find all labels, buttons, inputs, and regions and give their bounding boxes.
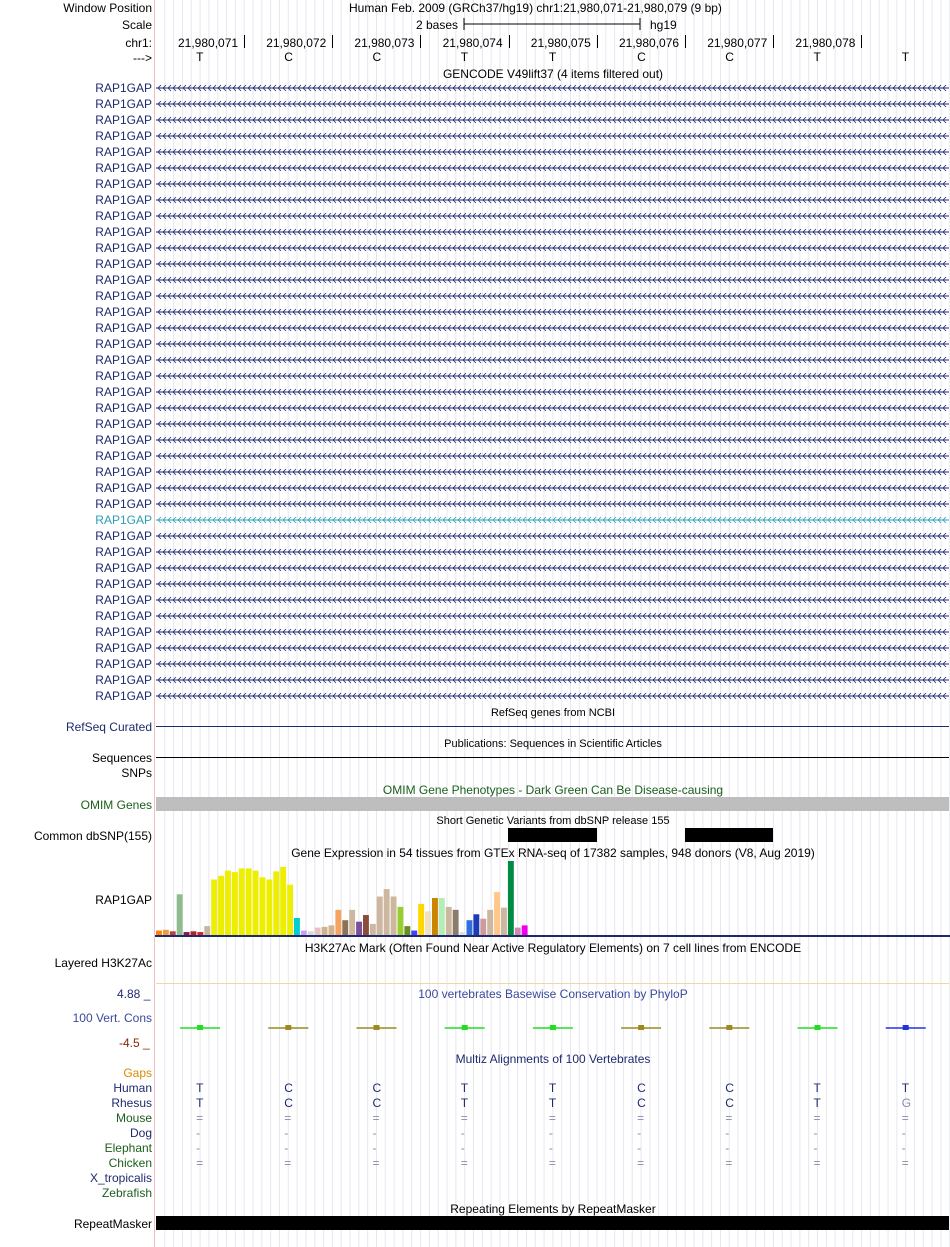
- multiz-base: -: [637, 1141, 642, 1155]
- gencode-transcript-label[interactable]: RAP1GAP: [95, 273, 152, 287]
- multiz-species-label[interactable]: Dog: [129, 1126, 152, 1140]
- gtex-tissue-bar[interactable]: [404, 926, 410, 935]
- multiz-base: -: [284, 1141, 289, 1155]
- gtex-tissue-bar[interactable]: [515, 928, 521, 935]
- chrom-label: chr1:: [125, 36, 152, 50]
- multiz-base: =: [196, 1156, 204, 1170]
- gencode-transcript-label[interactable]: RAP1GAP: [95, 337, 152, 351]
- multiz-species-label[interactable]: Elephant: [104, 1141, 152, 1155]
- sequences-line[interactable]: [156, 757, 949, 758]
- scale-bases: 2 bases: [416, 18, 459, 32]
- multiz-base: T: [813, 1081, 821, 1095]
- base-letter: T: [460, 50, 469, 64]
- gtex-tissue-bar[interactable]: [335, 910, 341, 935]
- multiz-base: T: [548, 1096, 557, 1110]
- gencode-transcript-line[interactable]: [156, 419, 949, 429]
- multiz-base: T: [813, 1096, 821, 1110]
- gtex-tissue-bar[interactable]: [246, 868, 252, 935]
- gtex-tissue-bar[interactable]: [177, 894, 183, 935]
- position-tick: [685, 35, 686, 48]
- gencode-transcript-label[interactable]: RAP1GAP: [95, 609, 152, 623]
- gencode-transcript-line[interactable]: [156, 483, 949, 493]
- gtex-tissue-bar[interactable]: [329, 925, 335, 935]
- gencode-transcript-label[interactable]: RAP1GAP: [95, 289, 152, 303]
- gencode-transcript-label[interactable]: RAP1GAP: [95, 625, 152, 639]
- gtex-tissue-bar[interactable]: [522, 925, 528, 935]
- gencode-transcript-line[interactable]: [156, 403, 949, 413]
- gtex-tissue-bar[interactable]: [418, 904, 424, 935]
- position-tick: [861, 35, 862, 48]
- gencode-transcript-label[interactable]: RAP1GAP: [95, 241, 152, 255]
- dbsnp-track-title: Short Genetic Variants from dbSNP release 155: [436, 815, 670, 827]
- gencode-transcript-label[interactable]: RAP1GAP: [95, 561, 152, 575]
- phylop-signal[interactable]: [156, 1018, 950, 1038]
- gencode-transcript-line[interactable]: [156, 515, 949, 525]
- gencode-transcript-label[interactable]: RAP1GAP: [95, 577, 152, 591]
- gtex-tissue-bar[interactable]: [446, 907, 452, 935]
- base-letter: C: [725, 50, 734, 64]
- gtex-tissue-bar[interactable]: [266, 880, 272, 936]
- multiz-base: C: [637, 1081, 646, 1095]
- gencode-transcript-label[interactable]: RAP1GAP: [95, 369, 152, 383]
- gencode-transcript-label[interactable]: RAP1GAP: [95, 97, 152, 111]
- gtex-tissue-bar[interactable]: [494, 892, 500, 935]
- gtex-tissue-bar[interactable]: [163, 930, 169, 935]
- gencode-transcript-label[interactable]: RAP1GAP: [95, 385, 152, 399]
- gtex-tissue-bar[interactable]: [225, 871, 231, 935]
- gencode-transcript-line[interactable]: [156, 611, 949, 621]
- gtex-tissue-bar[interactable]: [467, 920, 473, 935]
- position-tick: [244, 35, 245, 48]
- multiz-base: -: [196, 1141, 201, 1155]
- gencode-transcript-label[interactable]: RAP1GAP: [95, 433, 152, 447]
- repeatmasker-bar[interactable]: [156, 1216, 949, 1230]
- multiz-species-label[interactable]: Zebrafish: [101, 1186, 152, 1200]
- refseq-gene-line[interactable]: [156, 726, 949, 727]
- snps-track-label[interactable]: SNPs: [121, 766, 152, 780]
- multiz-base: C: [725, 1081, 734, 1095]
- gencode-transcript-line[interactable]: [156, 195, 949, 205]
- position-label: 21,980,075: [530, 36, 591, 50]
- phylop-score-point[interactable]: [462, 1025, 468, 1030]
- gencode-transcript-label[interactable]: RAP1GAP: [95, 673, 152, 687]
- gtex-tissue-bar[interactable]: [191, 931, 197, 935]
- gtex-tissue-bar[interactable]: [315, 928, 321, 935]
- dbsnp-track-label[interactable]: Common dbSNP(155): [33, 829, 152, 843]
- multiz-base: T: [548, 1081, 557, 1095]
- gencode-transcript-label[interactable]: RAP1GAP: [95, 321, 152, 335]
- base-letter: C: [637, 50, 646, 64]
- gencode-transcript-label[interactable]: RAP1GAP: [95, 641, 152, 655]
- multiz-base: -: [460, 1141, 465, 1155]
- gtex-tissue-bar[interactable]: [253, 871, 259, 935]
- gencode-transcript-line[interactable]: [156, 563, 949, 573]
- multiz-base: =: [548, 1111, 556, 1125]
- gtex-tissue-bar[interactable]: [218, 876, 224, 935]
- multiz-base: =: [548, 1156, 556, 1170]
- snp-item[interactable]: [508, 828, 597, 842]
- gencode-transcript-label[interactable]: RAP1GAP: [95, 593, 152, 607]
- gaps-label[interactable]: Gaps: [123, 1066, 152, 1080]
- multiz-base: =: [196, 1111, 204, 1125]
- phylop-track-title: 100 vertebrates Basewise Conservation by PhyloP: [418, 987, 688, 1001]
- gtex-tissue-bar[interactable]: [232, 872, 238, 935]
- multiz-base: -: [901, 1126, 906, 1140]
- multiz-base: -: [548, 1141, 553, 1155]
- gencode-transcript-line[interactable]: [156, 163, 949, 173]
- base-letter: T: [196, 50, 204, 64]
- gtex-tissue-bar[interactable]: [308, 931, 314, 935]
- position-tick: [597, 35, 598, 48]
- gencode-transcript-line[interactable]: [156, 323, 949, 333]
- gencode-transcript-label[interactable]: RAP1GAP: [95, 497, 152, 511]
- multiz-base: C: [284, 1081, 293, 1095]
- gencode-transcript-line[interactable]: [156, 371, 949, 381]
- gtex-tissue-bar[interactable]: [432, 898, 438, 935]
- omim-track-label[interactable]: OMIM Genes: [80, 798, 152, 812]
- gencode-transcript-label[interactable]: RAP1GAP: [95, 481, 152, 495]
- gencode-transcript-label[interactable]: RAP1GAP: [95, 129, 152, 143]
- gtex-tissue-bar[interactable]: [301, 931, 307, 935]
- gencode-transcript-line[interactable]: [156, 211, 949, 221]
- multiz-base: T: [196, 1081, 204, 1095]
- gencode-transcript-line[interactable]: [156, 99, 949, 109]
- multiz-species-label[interactable]: Human: [113, 1081, 152, 1095]
- multiz-base: =: [460, 1111, 468, 1125]
- multiz-base: T: [460, 1096, 469, 1110]
- gencode-transcript-line[interactable]: [156, 83, 949, 93]
- gtex-tissue-bar[interactable]: [480, 919, 486, 935]
- phylop-max: 4.88 _: [117, 987, 151, 1001]
- gencode-transcript-label[interactable]: RAP1GAP: [95, 161, 152, 175]
- multiz-base: C: [725, 1096, 734, 1110]
- gtex-tissue-bar[interactable]: [453, 910, 459, 935]
- gencode-transcript-label[interactable]: RAP1GAP: [95, 657, 152, 671]
- gencode-transcript-label[interactable]: RAP1GAP: [95, 257, 152, 271]
- multiz-base: T: [460, 1081, 469, 1095]
- multiz-base: T: [196, 1096, 204, 1110]
- multiz-species-label[interactable]: Rhesus: [111, 1096, 152, 1110]
- gtex-tissue-bar[interactable]: [370, 924, 376, 935]
- gencode-transcript-line[interactable]: [156, 387, 949, 397]
- base-letter: C: [372, 50, 382, 64]
- multiz-base: -: [813, 1141, 818, 1155]
- gencode-transcript-label[interactable]: RAP1GAP: [95, 513, 152, 527]
- gencode-transcript-label[interactable]: RAP1GAP: [95, 193, 152, 207]
- gtex-tissue-bar[interactable]: [287, 885, 293, 935]
- multiz-species-label[interactable]: Mouse: [115, 1111, 152, 1125]
- gtex-tissue-bar[interactable]: [425, 911, 431, 935]
- base-letter: T: [901, 50, 910, 64]
- gencode-transcript-label[interactable]: RAP1GAP: [95, 465, 152, 479]
- multiz-base: -: [813, 1126, 818, 1140]
- multiz-base: -: [372, 1141, 377, 1155]
- gencode-transcript-line[interactable]: [156, 435, 949, 445]
- refseq-track-label[interactable]: RefSeq Curated: [65, 720, 152, 734]
- gencode-transcript-line[interactable]: [156, 179, 949, 189]
- gencode-transcript-line[interactable]: [156, 675, 949, 685]
- gencode-transcript-label[interactable]: RAP1GAP: [95, 305, 152, 319]
- gtex-tissue-bar[interactable]: [349, 910, 355, 935]
- h3k27ac-track-label[interactable]: Layered H3K27Ac: [54, 956, 152, 970]
- multiz-base: =: [901, 1111, 909, 1125]
- gencode-transcript-label[interactable]: RAP1GAP: [95, 113, 152, 127]
- gtex-tissue-bar[interactable]: [156, 931, 162, 935]
- gencode-transcript-line[interactable]: [156, 595, 949, 605]
- phylop-score-point[interactable]: [550, 1025, 556, 1030]
- gtex-tissue-bar[interactable]: [384, 889, 390, 935]
- gencode-transcript-line[interactable]: [156, 627, 949, 637]
- position-tick: [509, 35, 510, 48]
- gtex-tissue-bar[interactable]: [473, 914, 479, 935]
- multiz-base: C: [372, 1096, 382, 1110]
- gencode-transcript-line[interactable]: [156, 243, 949, 253]
- gencode-transcript-line[interactable]: [156, 291, 949, 301]
- gtex-tissue-bar[interactable]: [280, 867, 286, 935]
- multiz-base: -: [460, 1126, 465, 1140]
- multiz-species-label[interactable]: Chicken: [108, 1156, 152, 1170]
- gtex-tissue-bar[interactable]: [273, 871, 279, 935]
- gencode-transcript-label[interactable]: RAP1GAP: [95, 449, 152, 463]
- multiz-base: C: [637, 1096, 646, 1110]
- gencode-transcript-line[interactable]: [156, 531, 949, 541]
- gencode-transcript-line[interactable]: [156, 579, 949, 589]
- repeatmasker-track-label[interactable]: RepeatMasker: [73, 1217, 152, 1231]
- multiz-base: C: [372, 1081, 382, 1095]
- multiz-base: =: [901, 1156, 909, 1170]
- gtex-bar-chart[interactable]: [155, 860, 950, 938]
- gencode-transcript-line[interactable]: [156, 227, 949, 237]
- multiz-track-title: Multiz Alignments of 100 Vertebrates: [455, 1052, 651, 1066]
- position-label: 21,980,071: [178, 36, 239, 50]
- multiz-base: =: [460, 1156, 468, 1170]
- gencode-transcript-line[interactable]: [156, 147, 949, 157]
- multiz-base: =: [813, 1111, 821, 1125]
- multiz-base: =: [637, 1111, 645, 1125]
- gencode-transcript-label[interactable]: RAP1GAP: [95, 529, 152, 543]
- gtex-tissue-bar[interactable]: [197, 932, 203, 935]
- sequences-track-label[interactable]: Sequences: [91, 751, 152, 765]
- scale-label: Scale: [121, 18, 152, 32]
- gtex-tissue-bar[interactable]: [342, 920, 348, 935]
- gtex-tissue-bar[interactable]: [377, 897, 383, 935]
- gencode-transcript-line[interactable]: [156, 467, 949, 477]
- base-letter: T: [813, 50, 821, 64]
- multiz-base: G: [901, 1096, 912, 1110]
- position-label: 21,980,074: [442, 36, 503, 50]
- gtex-tissue-bar[interactable]: [260, 877, 266, 935]
- gencode-transcript-label[interactable]: RAP1GAP: [95, 689, 152, 703]
- multiz-base: =: [372, 1111, 380, 1125]
- gtex-tissue-bar[interactable]: [322, 927, 328, 935]
- base-letter: T: [548, 50, 557, 64]
- gencode-transcript-line[interactable]: [156, 131, 949, 141]
- phylop-score-point[interactable]: [638, 1025, 644, 1030]
- gtex-tissue-bar[interactable]: [398, 907, 404, 935]
- h3k27ac-baseline: [156, 983, 949, 984]
- position-tick: [773, 35, 774, 48]
- gtex-track-title: Gene Expression in 54 tissues from GTEx RNA-seq of 17382 samples, 948 donors (V8, Aug 2019): [291, 846, 815, 860]
- gtex-tissue-bar[interactable]: [204, 926, 210, 935]
- multiz-base: -: [372, 1126, 377, 1140]
- multiz-base: T: [901, 1081, 910, 1095]
- multiz-base: -: [901, 1141, 906, 1155]
- repeatmasker-track-title: Repeating Elements by RepeatMasker: [450, 1202, 656, 1216]
- gencode-transcript-label[interactable]: RAP1GAP: [95, 353, 152, 367]
- base-letter: C: [284, 50, 293, 64]
- multiz-base: C: [284, 1096, 293, 1110]
- gencode-transcript-line[interactable]: [156, 499, 949, 509]
- position-label: 21,980,072: [266, 36, 327, 50]
- position-tick: [420, 35, 421, 48]
- gtex-tissue-bar[interactable]: [439, 898, 445, 935]
- gencode-transcript-label[interactable]: RAP1GAP: [95, 81, 152, 95]
- gtex-tissue-bar[interactable]: [487, 910, 493, 935]
- gencode-transcript-line[interactable]: [156, 275, 949, 285]
- multiz-base: -: [284, 1126, 289, 1140]
- multiz-base: =: [813, 1156, 821, 1170]
- gencode-transcript-label[interactable]: RAP1GAP: [95, 545, 152, 559]
- gencode-transcript-label[interactable]: RAP1GAP: [95, 145, 152, 159]
- gtex-tissue-bar[interactable]: [211, 880, 217, 936]
- window-position-value: Human Feb. 2009 (GRCh37/hg19) chr1:21,980,071-21,980,079 (9 bp): [349, 1, 722, 15]
- position-label: 21,980,078: [795, 36, 856, 50]
- position-label: 21,980,073: [354, 36, 415, 50]
- gtex-tissue-bar[interactable]: [356, 922, 362, 935]
- gencode-transcript-line[interactable]: [156, 307, 949, 317]
- phylop-track-label[interactable]: 100 Vert. Cons: [72, 1011, 152, 1025]
- gencode-transcript-label[interactable]: RAP1GAP: [95, 177, 152, 191]
- gtex-tissue-bar[interactable]: [508, 861, 514, 935]
- gencode-transcript-line[interactable]: [156, 339, 949, 349]
- gencode-transcript-line[interactable]: [156, 259, 949, 269]
- window-position-label: Window Position: [63, 1, 152, 15]
- multiz-base: =: [725, 1156, 733, 1170]
- gtex-tissue-bar[interactable]: [363, 915, 369, 935]
- refseq-track-title: RefSeq genes from NCBI: [490, 707, 616, 719]
- scale-bar: [463, 17, 643, 31]
- gtex-tissue-bar[interactable]: [501, 908, 507, 935]
- position-label: 21,980,077: [707, 36, 768, 50]
- phylop-score-point[interactable]: [374, 1025, 380, 1030]
- multiz-base: =: [284, 1111, 292, 1125]
- publications-track-title: Publications: Sequences in Scientific Articles: [444, 738, 662, 750]
- gencode-track-title: GENCODE V49lift37 (4 items filtered out): [442, 67, 664, 81]
- strand-label: --->: [133, 51, 152, 65]
- gtex-tissue-bar[interactable]: [391, 897, 397, 935]
- multiz-base: -: [725, 1126, 730, 1140]
- gtex-tissue-bar[interactable]: [184, 932, 190, 935]
- gencode-transcript-line[interactable]: [156, 547, 949, 557]
- phylop-score-point[interactable]: [815, 1025, 821, 1030]
- h3k27ac-track-title: H3K27Ac Mark (Often Found Near Active Regulatory Elements) on 7 cell lines from ENCODE: [304, 941, 802, 955]
- gencode-transcript-line[interactable]: [156, 659, 949, 669]
- phylop-score-point[interactable]: [197, 1025, 203, 1030]
- gencode-transcript-label[interactable]: RAP1GAP: [95, 225, 152, 239]
- gencode-transcript-label[interactable]: RAP1GAP: [95, 401, 152, 415]
- multiz-base: =: [372, 1156, 380, 1170]
- gtex-tissue-bar[interactable]: [170, 931, 176, 935]
- gencode-transcript-line[interactable]: [156, 115, 949, 125]
- gencode-transcript-line[interactable]: [156, 643, 949, 653]
- snp-item[interactable]: [685, 828, 773, 842]
- gtex-tissue-bar[interactable]: [460, 932, 466, 935]
- multiz-species-label[interactable]: X_tropicalis: [89, 1171, 152, 1185]
- multiz-base: -: [548, 1126, 553, 1140]
- multiz-base: =: [725, 1111, 733, 1125]
- omim-track-title: OMIM Gene Phenotypes - Dark Green Can Be Disease-causing: [382, 783, 724, 797]
- omim-gene-bar[interactable]: [156, 797, 949, 811]
- phylop-score-point[interactable]: [726, 1025, 732, 1030]
- multiz-base: =: [637, 1156, 645, 1170]
- gtex-track-label[interactable]: RAP1GAP: [95, 893, 152, 907]
- gtex-tissue-bar[interactable]: [239, 868, 245, 935]
- scale-assembly: hg19: [650, 18, 677, 32]
- gencode-transcript-line[interactable]: [156, 691, 949, 701]
- position-label: 21,980,076: [619, 36, 680, 50]
- multiz-base: -: [725, 1141, 730, 1155]
- multiz-base: =: [284, 1156, 292, 1170]
- gencode-transcript-label[interactable]: RAP1GAP: [95, 209, 152, 223]
- position-tick: [332, 35, 333, 48]
- gtex-tissue-bar[interactable]: [411, 931, 417, 935]
- multiz-base: -: [637, 1126, 642, 1140]
- gencode-transcript-line[interactable]: [156, 451, 949, 461]
- multiz-base: -: [196, 1126, 201, 1140]
- gtex-tissue-bar[interactable]: [294, 918, 300, 935]
- phylop-score-point[interactable]: [285, 1025, 291, 1030]
- gencode-transcript-label[interactable]: RAP1GAP: [95, 417, 152, 431]
- phylop-score-point[interactable]: [903, 1025, 909, 1030]
- gencode-transcript-line[interactable]: [156, 355, 949, 365]
- phylop-min: -4.5 _: [119, 1036, 150, 1050]
